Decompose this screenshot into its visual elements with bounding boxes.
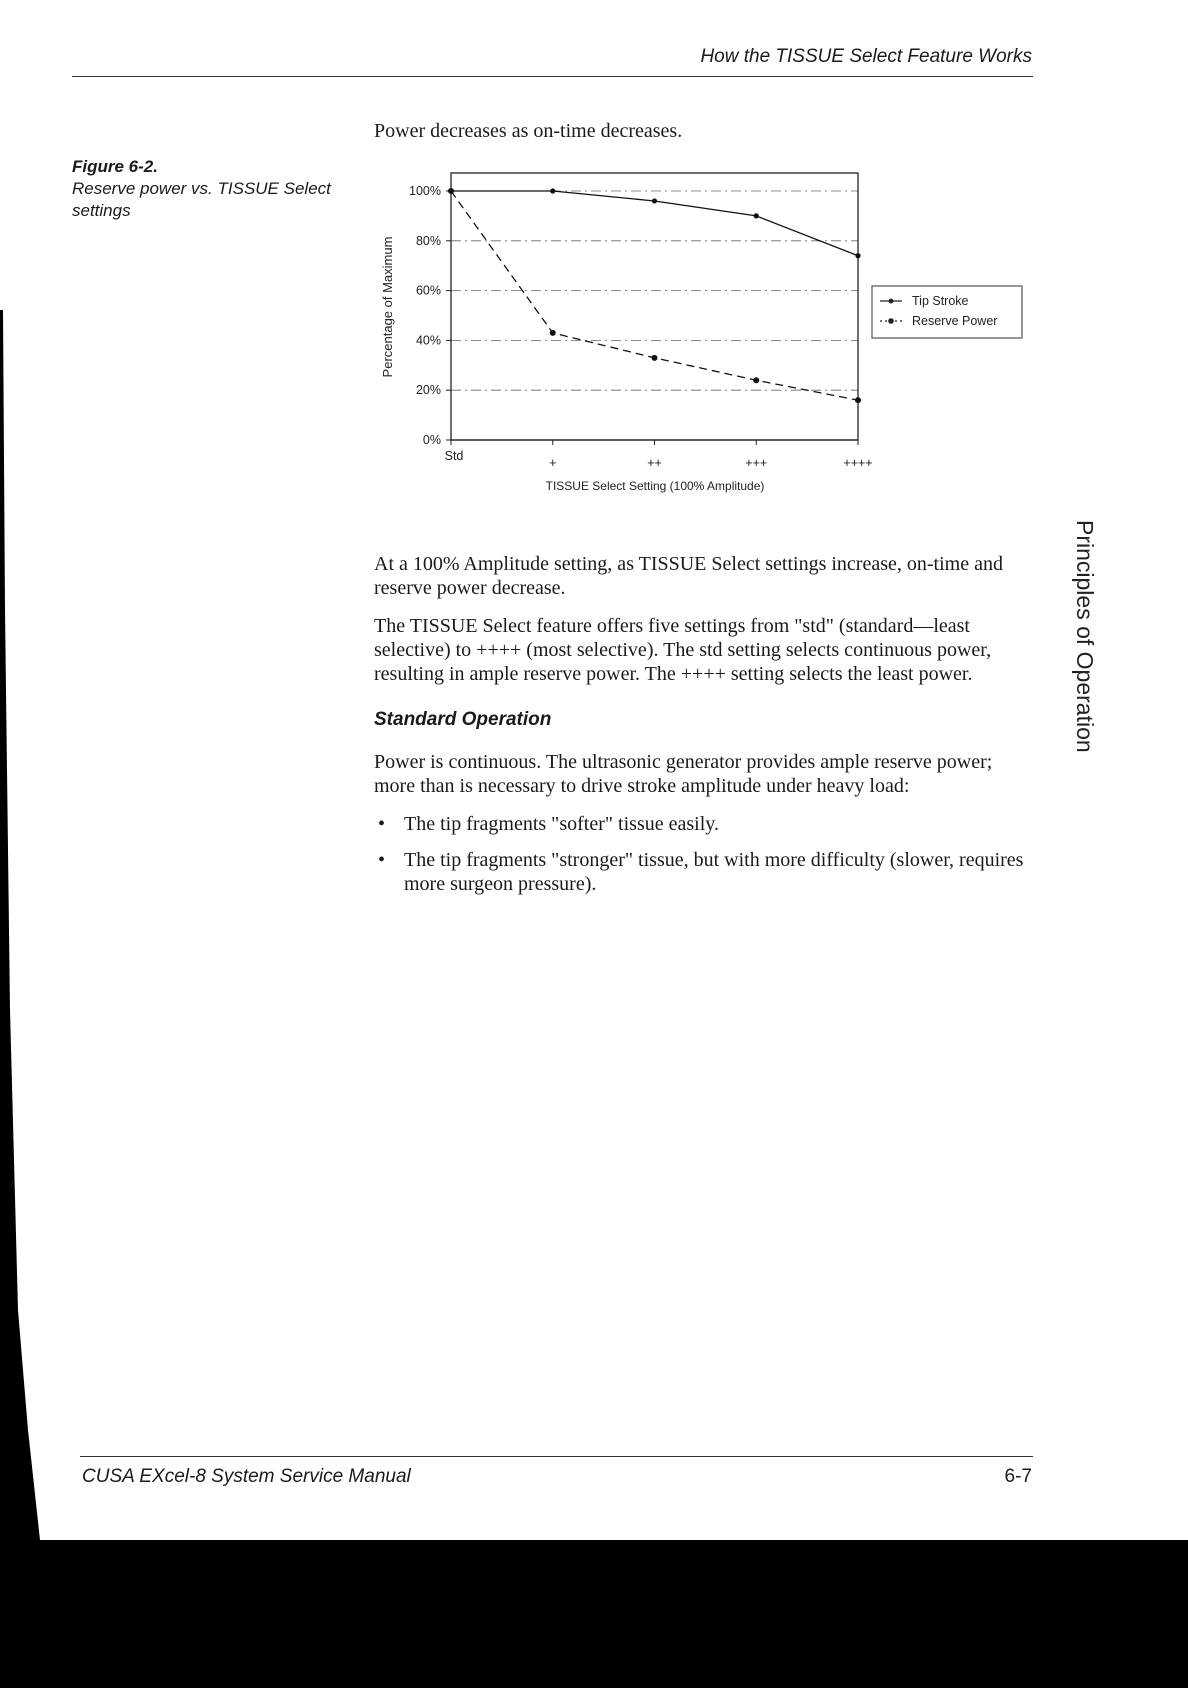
y-tick-label: 0% — [422, 433, 441, 447]
paragraph-1: At a 100% Amplitude setting, as TISSUE Select settings increase, on-time and reserve power decrease. — [374, 553, 1003, 599]
legend-tip-stroke: Tip Stroke — [912, 294, 969, 308]
x-tick-label: +++ — [745, 456, 768, 470]
scan-edge-left — [0, 310, 44, 1560]
legend-tip-stroke-marker — [889, 299, 894, 304]
y-tick-label: 80% — [415, 233, 441, 248]
chapter-side-tab — [1070, 520, 1100, 753]
plot-area-frame — [451, 173, 858, 440]
list-item: • The tip fragments "stronger" tissue, but with more difficulty (slower, requires more surgeon pressure). — [374, 848, 1034, 896]
footer-rule — [80, 1456, 1033, 1457]
bullet-list — [374, 812, 1034, 896]
figure-number: Figure 6-2. — [72, 157, 158, 176]
legend-reserve-power-marker — [888, 318, 894, 324]
data-point — [855, 253, 860, 258]
x-tick-label: ++ — [647, 456, 662, 470]
x-tick-label: + — [549, 456, 557, 470]
body-text — [374, 552, 1034, 908]
running-header: How the TISSUE Select Feature Works — [700, 46, 1032, 67]
data-point — [855, 397, 861, 403]
page-number: 6-7 — [1004, 1466, 1032, 1487]
header-rule — [72, 76, 1033, 77]
data-point — [652, 198, 657, 203]
paragraph-2: The TISSUE Select feature offers five settings from "std" (standard—least selective) to ++++ (most selective). The std setting selects continuous power, resulting in ample reserve power. The ++++ setting selects the least power. — [374, 615, 992, 685]
y-axis-label: Percentage of Maximum — [380, 236, 395, 378]
footer-manual-title: CUSA EXcel-8 System Service Manual — [82, 1466, 411, 1487]
figure-caption — [72, 156, 332, 222]
data-point — [753, 377, 759, 383]
list-item: • The tip fragments "softer" tissue easily. — [374, 812, 1034, 836]
y-tick-label: 60% — [415, 283, 441, 298]
chart-legend — [872, 286, 1022, 338]
chart — [370, 165, 1030, 505]
section-heading: Standard Operation — [374, 709, 552, 730]
chapter-side-tab-label: Principles of Operation — [1072, 520, 1098, 753]
data-point — [550, 330, 556, 336]
series-line-1 — [451, 191, 858, 400]
intro-text: Power decreases as on-time decreases. — [374, 120, 683, 142]
data-point — [448, 188, 454, 194]
paragraph-3: Power is continuous. The ultrasonic generator provides ample reserve power; more than is necessary to drive stroke amplitude under heavy load: — [374, 751, 993, 797]
data-point — [550, 188, 555, 193]
y-tick-label: 20% — [415, 383, 441, 398]
x-axis-label: TISSUE Select Setting (100% Amplitude) — [545, 479, 765, 493]
x-tick-label: ++++ — [843, 456, 873, 470]
figure-caption-text: Reserve power vs. TISSUE Select settings — [72, 179, 331, 220]
y-tick-label: 100% — [409, 184, 441, 198]
data-point — [652, 355, 658, 361]
y-tick-label: 40% — [415, 333, 441, 348]
data-point — [754, 213, 759, 218]
x-tick-label: Std — [444, 449, 464, 463]
legend-reserve-power: Reserve Power — [912, 314, 998, 328]
scan-edge-bottom — [0, 1540, 1188, 1688]
